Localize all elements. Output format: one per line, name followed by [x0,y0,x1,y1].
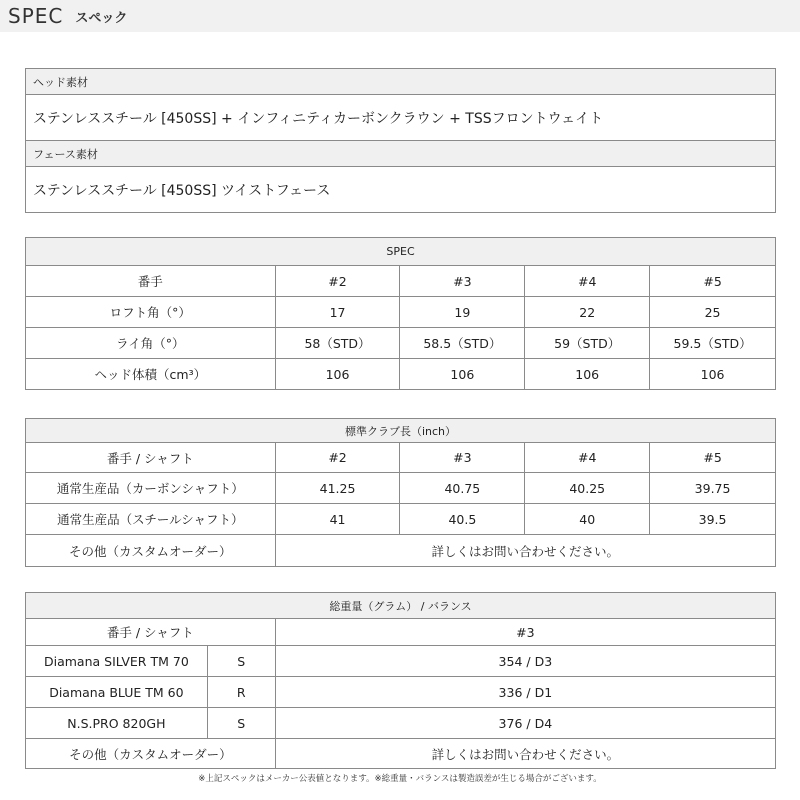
row-label: 通常生産品（スチールシャフト） [26,504,276,535]
weight-balance: 376 / D4 [275,708,775,739]
table-row [26,359,776,390]
value-cell: 39.75 [650,473,776,504]
club-length-table [25,418,776,567]
table-row [26,739,776,769]
table-row [26,328,776,359]
value-cell: 59.5（STD） [650,328,776,359]
value-cell: 40.5 [400,504,525,535]
face-material-value: ステンレススチール [450SS] ツイストフェース [26,167,776,213]
value-cell: 詳しくはお問い合わせください。 [275,535,775,567]
header-row [26,619,776,646]
head-material-label: ヘッド素材 [26,69,776,95]
materials-table [25,68,776,213]
weight-caption: 総重量（グラム） / バランス [26,593,776,619]
column-header: 番手 [26,266,276,297]
column-header: #5 [650,266,776,297]
section-header [0,0,800,32]
header-row [26,266,776,297]
column-header: #3 [275,619,775,646]
value-cell: 17 [275,297,400,328]
column-header: #3 [400,443,525,473]
row-label: ライ角（°） [26,328,276,359]
column-header: #4 [525,266,650,297]
column-header: #3 [400,266,525,297]
table-row [26,535,776,567]
flex: S [207,646,275,677]
weight-table [25,592,776,769]
value-cell: 40.25 [525,473,650,504]
table-row [26,677,776,708]
value-cell: 39.5 [650,504,776,535]
value-cell: 106 [400,359,525,390]
column-header: #4 [525,443,650,473]
table-row [26,708,776,739]
value-cell: 40 [525,504,650,535]
row-label: ロフト角（°） [26,297,276,328]
value-cell: 41.25 [275,473,400,504]
shaft-name: Diamana BLUE TM 60 [26,677,208,708]
row-label: その他（カスタムオーダー） [26,535,276,567]
row-label: ヘッド体積（cm³） [26,359,276,390]
value-cell: 59（STD） [525,328,650,359]
column-header: #2 [275,266,400,297]
table-row [26,504,776,535]
value-cell: 40.75 [400,473,525,504]
length-caption: 標準クラブ長（inch） [26,419,776,443]
table-row [26,473,776,504]
face-material-label: フェース素材 [26,141,776,167]
weight-balance: 336 / D1 [275,677,775,708]
table-row [26,646,776,677]
flex: R [207,677,275,708]
shaft-name: N.S.PRO 820GH [26,708,208,739]
head-material-value: ステンレススチール [450SS] + インフィニティカーボンクラウン + TSSフロントウェイト [26,95,776,141]
value-cell: 25 [650,297,776,328]
value-cell: 106 [650,359,776,390]
value-cell: 106 [525,359,650,390]
value-cell: 19 [400,297,525,328]
weight-balance: 354 / D3 [275,646,775,677]
section-title: SPEC [8,4,64,28]
value-cell: 22 [525,297,650,328]
column-header: 番手 / シャフト [26,443,276,473]
value-cell: 41 [275,504,400,535]
table-row [26,297,776,328]
footnote: ※上記スペックはメーカー公表値となります。※総重量・バランスは製造誤差が生じる場合がございます。 [198,774,602,784]
section-subtitle: スペック [75,10,128,26]
shaft-name: Diamana SILVER TM 70 [26,646,208,677]
flex: S [207,708,275,739]
column-header: #5 [650,443,776,473]
column-header: #2 [275,443,400,473]
row-label: 通常生産品（カーボンシャフト） [26,473,276,504]
value-cell: 58（STD） [275,328,400,359]
row-label: その他（カスタムオーダー） [26,739,276,769]
column-header: 番手 / シャフト [26,619,276,646]
value-cell: 106 [275,359,400,390]
spec-table [25,237,776,390]
value-cell: 詳しくはお問い合わせください。 [275,739,775,769]
value-cell: 58.5（STD） [400,328,525,359]
spec-caption: SPEC [26,238,776,266]
header-row [26,443,776,473]
